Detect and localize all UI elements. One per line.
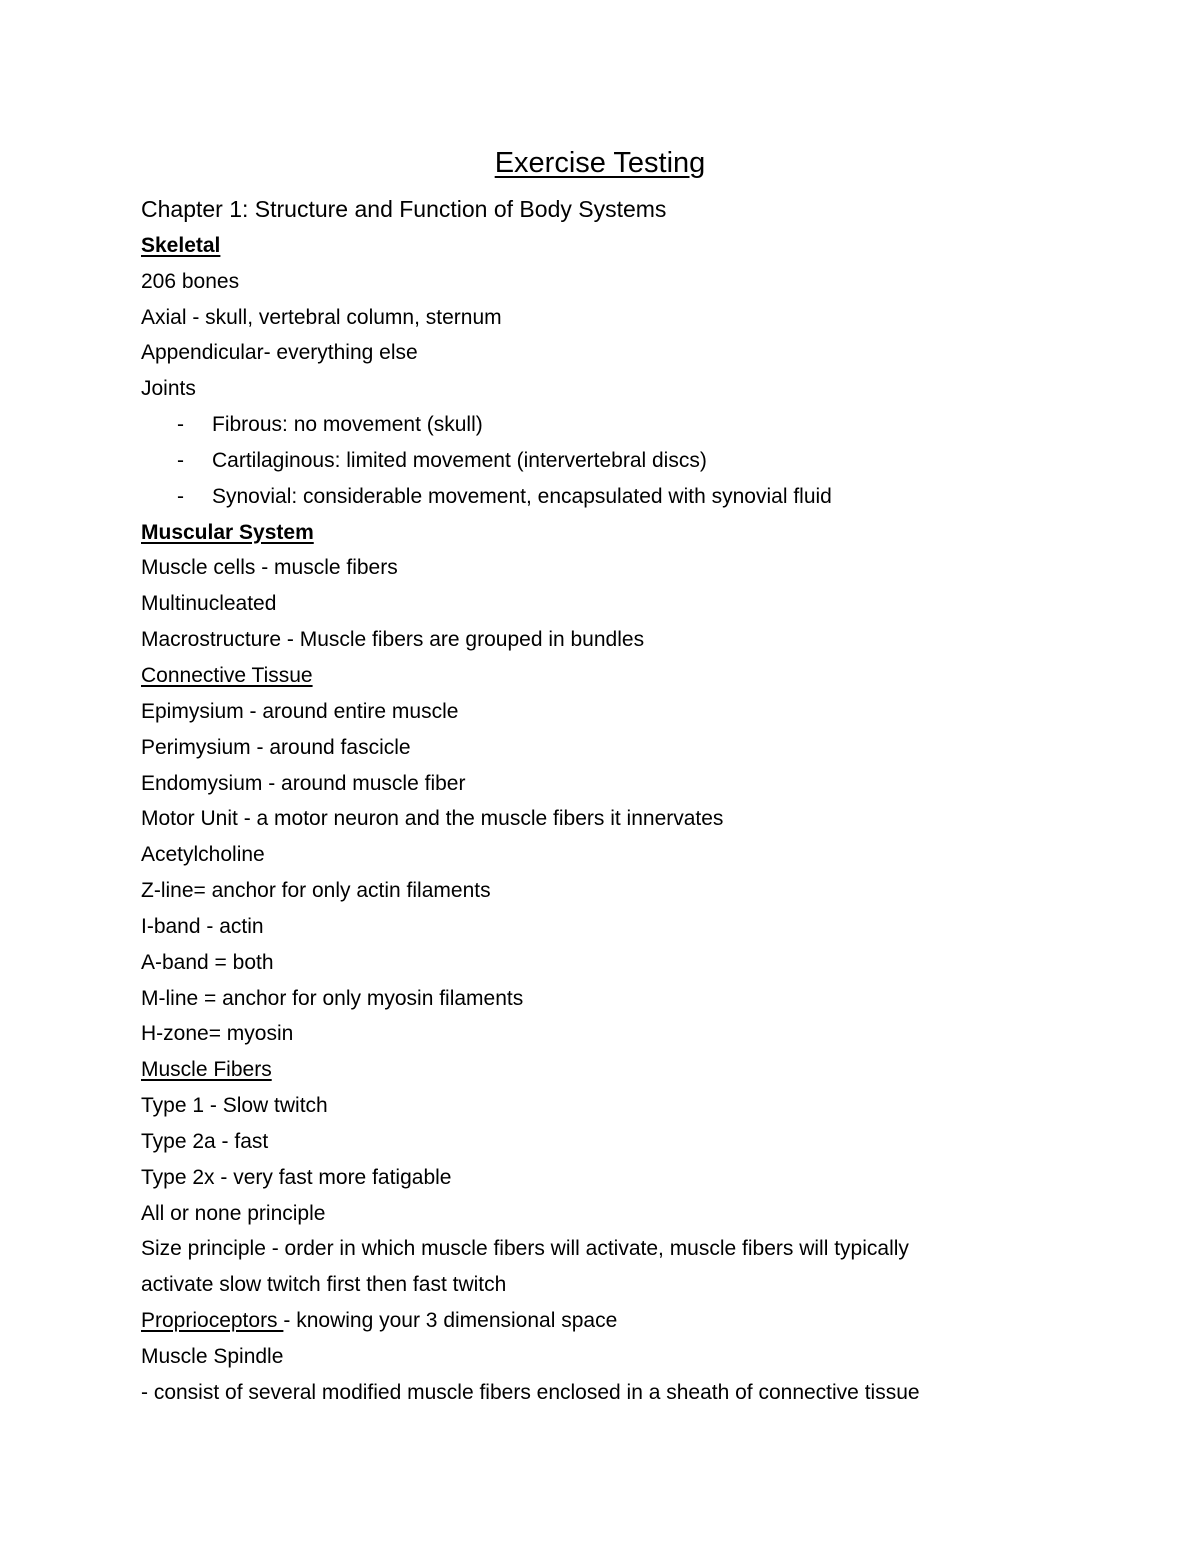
text-line: Multinucleated (141, 592, 277, 616)
text-line: Appendicular- everything else (141, 341, 418, 365)
section-heading-skeletal (141, 228, 1041, 264)
skeletal-heading: Skeletal (141, 233, 221, 257)
bullet-text: Fibrous: no movement (skull) (212, 413, 483, 437)
subheading-connective-tissue (141, 658, 1041, 694)
proprioceptors-label: Proprioceptors (141, 1309, 284, 1333)
text-line: Z-line= anchor for only actin filaments (141, 879, 491, 903)
text-line: Muscle Spindle (141, 1345, 284, 1368)
muscular-heading: Muscular System (141, 520, 314, 544)
muscle-fibers-heading: Muscle Fibers (141, 1058, 272, 1082)
chapter-heading: Chapter 1: Structure and Function of Body Systems (141, 196, 667, 222)
text-line: A-band = both (141, 950, 274, 974)
text-line: Type 2a - fast (141, 1129, 269, 1153)
text-line: activate slow twitch first then fast twitch (141, 1273, 507, 1297)
connective-tissue-heading: Connective Tissue (141, 663, 313, 687)
text-line: All or none principle (141, 1201, 326, 1225)
text-line: M-line = anchor for only myosin filaments (141, 986, 524, 1010)
text-line: Macrostructure - Muscle fibers are grouped in bundles (141, 628, 645, 652)
text-line: Joints (141, 377, 196, 401)
section-heading-muscular (141, 515, 1041, 551)
text-line: Axial - skull, vertebral column, sternum (141, 305, 502, 329)
bullet-item (141, 407, 1041, 443)
text-line: Type 2x - very fast more fatigable (141, 1165, 452, 1189)
text-line: Acetylcholine (141, 843, 265, 867)
bullet-text: Synovial: considerable movement, encapsulated with synovial fluid (212, 484, 832, 508)
text-line: Size principle - order in which muscle fibers will activate, muscle fibers will typically (141, 1237, 909, 1261)
bullet-dash: - (177, 413, 184, 437)
text-line: Type 1 - Slow twitch (141, 1094, 328, 1118)
text-line: H-zone= myosin (141, 1022, 294, 1046)
text-line: I-band - actin (141, 914, 264, 938)
bullet-item (141, 479, 1041, 515)
text-line: Endomysium - around muscle fiber (141, 771, 466, 795)
proprioceptors-line (141, 1303, 1041, 1339)
text-line: Motor Unit - a motor neuron and the muscle fibers it innervates (141, 807, 724, 831)
bullet-dash: - (177, 448, 184, 472)
text-line: - consist of several modified muscle fibers enclosed in a sheath of connective tissue (141, 1380, 920, 1404)
bullet-dash: - (177, 484, 184, 508)
subheading-muscle-fibers (141, 1052, 1041, 1088)
text-line: Perimysium - around fascicle (141, 735, 411, 759)
document-title: Exercise Testing (494, 147, 706, 179)
text-line: Epimysium - around entire muscle (141, 699, 459, 723)
proprioceptors-text: - knowing your 3 dimensional space (283, 1309, 618, 1333)
text-line: Muscle cells - muscle fibers (141, 556, 398, 580)
bullet-item (141, 443, 1041, 479)
document-body (141, 192, 1041, 1411)
text-line: 206 bones (141, 269, 240, 293)
bullet-text: Cartilaginous: limited movement (intervertebral discs) (212, 448, 707, 472)
